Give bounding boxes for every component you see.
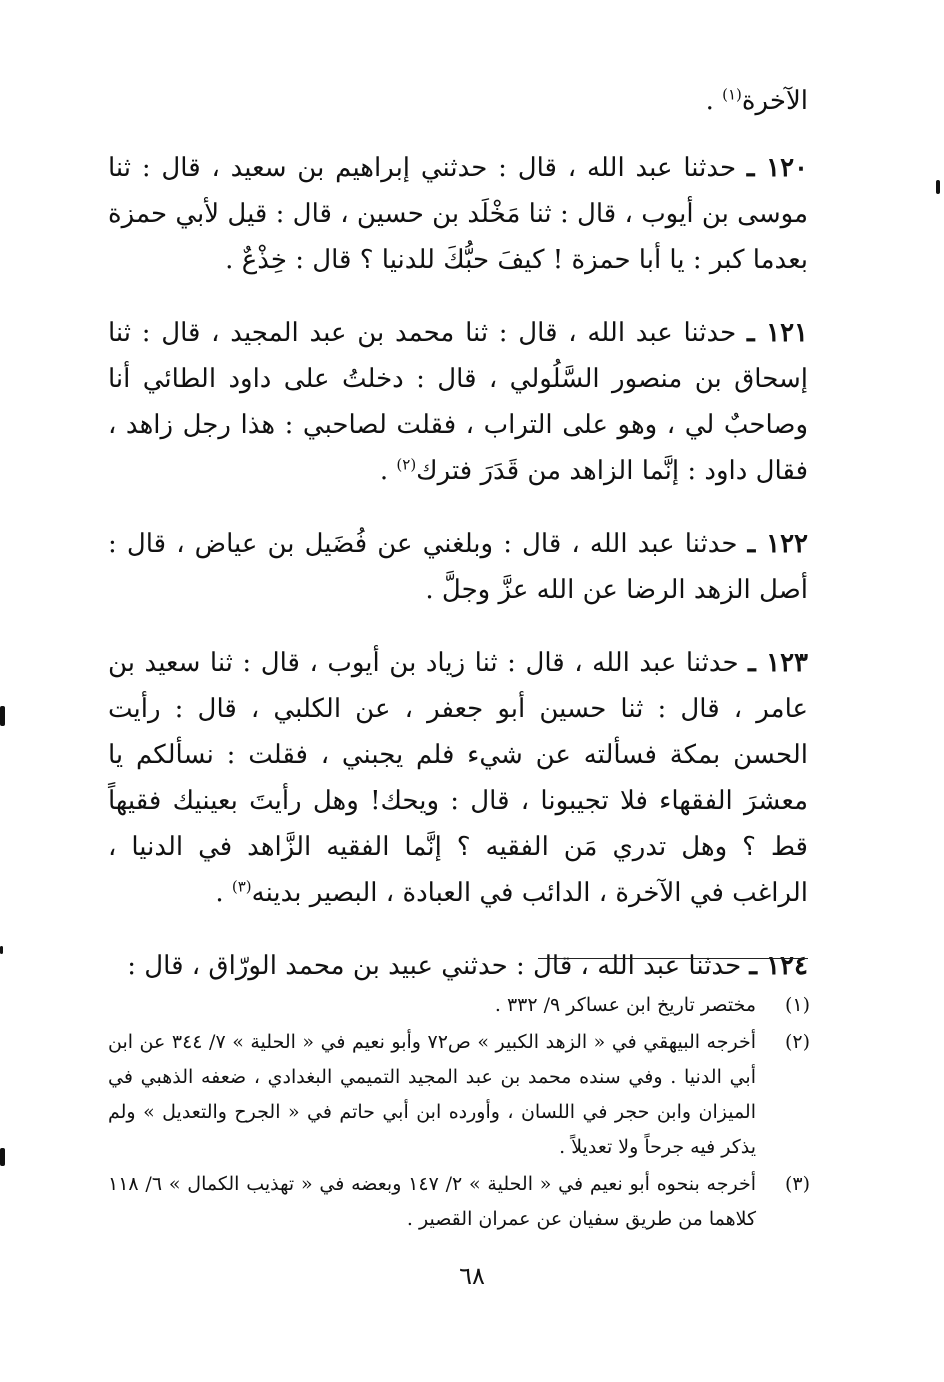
main-text [108,78,808,1016]
hadith-number: ١٢٢ ـ [747,529,809,559]
footnote-text: أخرجه بنحوه أبو نعيم في « الحلية » ٢/ ١٤٧ وبعضه في « تهذيب الكمال » ٦/ ١١٨ كلاهما من طريق سفيان عن عمران القصير . [108,1173,756,1230]
footnote-ref-2: (٢) [396,455,417,474]
opening-line-text: الآخرة [741,86,808,116]
hadith-120 [108,145,808,283]
hadith-number: ١٢٣ ـ [748,648,809,678]
footnote-3 [108,1167,810,1237]
footnote-marker: (٢) [784,1031,810,1053]
hadith-123 [108,640,808,916]
hadith-text: حدثنا عبد الله ، قال : حدثني إبراهيم بن سعيد ، قال : ثنا موسى بن أيوب ، قال : ثنا مَخْلَد بن حسين ، قال : قيل لأبي حمزة بعدما كبر : يا أبا حمزة ! كيفَ حبُّكَ للدنيا ؟ قال : خِذْعٌ . [108,153,808,275]
opening-line-tail: . [705,86,723,116]
hadith-text: حدثنا عبد الله ، قال : حدثني عبيد بن محمد الورّاق ، قال : [127,951,742,981]
hadith-number: ١٢٤ ـ [749,951,808,981]
hadith-number: ١٢١ ـ [746,318,809,348]
hadith-tail: . [379,456,397,486]
footnotes [108,988,810,1239]
hadith-text: حدثنا عبد الله ، قال : ثنا محمد بن عبد المجيد ، قال : ثنا إسحاق بن منصور السَّلُولي ، قال : دخلتُ على داود الطائي أنا وصاحبٌ لي ، وهو على التراب ، فقلت لصاحبي : هذا رجل زاهد ، فقال داود : إنَّما الزاهد من قَدَرَ فترك [108,318,808,486]
page-number: ٦٨ [459,1262,485,1290]
hadith-tail: . [215,878,232,908]
footnote-text: أخرجه البيهقي في « الزهد الكبير » ص٧٢ وأبو نعيم في « الحلية » ٧/ ٣٤٤ عن ابن أبي الدنيا . وفي سنده محمد بن عبد المجيد التميمي البغدادي ، ضعفه الذهبي في الميزان وابن حجر في اللسان ، وأورده ابن أبي حاتم في « الجرح والتعديل » ولم يذكر فيه جرحاً ولا تعديلاً . [108,1031,756,1158]
scan-edge-mark [0,946,3,954]
footnote-ref-1: (١) [722,85,742,104]
hadith-text: حدثنا عبد الله ، قال : وبلغني عن فُضَيل بن عياض ، قال : أصل الزهد الرضا عن الله عزَّ وجلَّ . [108,529,808,605]
scan-edge-mark [0,1148,5,1166]
hadith-text: حدثنا عبد الله ، قال : ثنا زياد بن أيوب ، قال : ثنا سعيد بن عامر ، قال : ثنا حسين أبو جعفر ، عن الكلبي ، قال : رأيت الحسن بمكة فسألته عن شيء فلم يجبني ، فقلت : نسألكم يا معشرَ الفقهاء فلا تجيبونا ، قال : ويحك! وهل رأيتَ بعينيك فقيهاً قط ؟ وهل تدري مَن الفقيه ؟ إنَّما الفقيه الزَّاهد في الدنيا ، الراغب في الآخرة ، الدائب في العبادة ، البصير بدينه [108,648,808,908]
footnote-marker: (١) [784,994,810,1016]
opening-line [108,78,808,124]
scan-edge-mark [936,180,940,194]
footnote-1 [108,988,810,1023]
scan-edge-mark [0,706,5,726]
hadith-121 [108,310,808,494]
footnote-2 [108,1025,810,1165]
footnote-separator [538,958,808,959]
hadith-122 [108,521,808,613]
hadith-number: ١٢٠ ـ [746,153,809,183]
footnote-marker: (٣) [784,1173,810,1195]
footnote-text: مختصر تاريخ ابن عساكر ٩/ ٣٣٢ . [494,994,756,1016]
footnote-ref-3: (٣) [231,877,252,896]
hadith-124 [108,943,808,989]
